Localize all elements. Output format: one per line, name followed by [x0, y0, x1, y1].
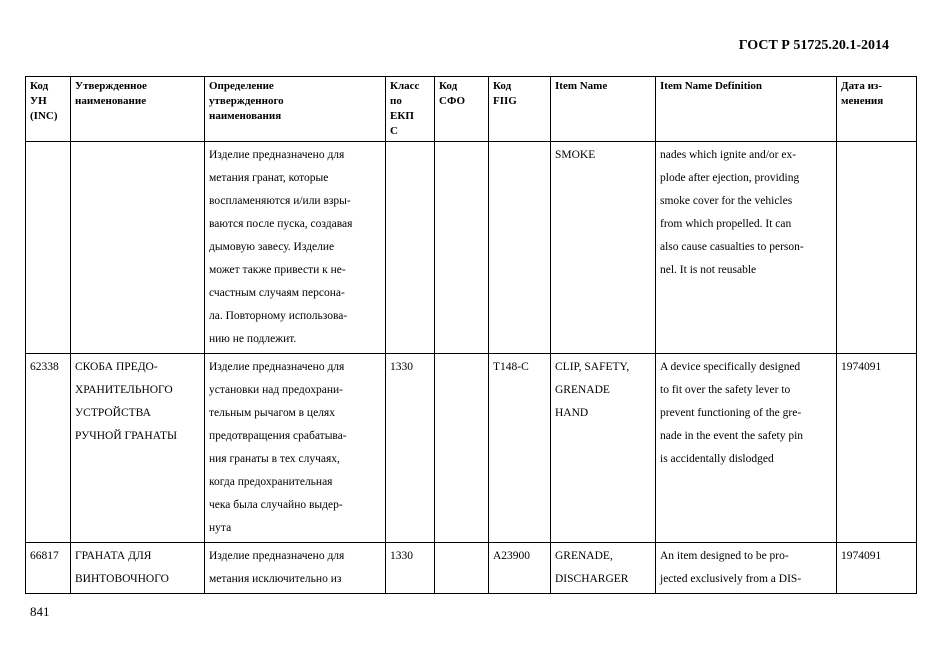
header-line: по	[390, 95, 402, 107]
cell-line: Изделие предназначено для	[209, 550, 345, 562]
cell-line: когда предохранительная	[209, 476, 333, 488]
cell-line: предотвращения срабатыва-	[209, 430, 347, 442]
item-name-definition-cell	[656, 543, 837, 594]
cell-line: A device specifically designed	[660, 361, 801, 373]
header-line: Код	[30, 80, 49, 92]
cell-line: нию не подлежит.	[209, 333, 297, 345]
cell-line: nades which ignite and/or ex-	[660, 149, 797, 161]
item-name-cell	[551, 543, 656, 594]
header-line: наименования	[209, 110, 282, 122]
column-header-class	[386, 77, 435, 142]
cell-line: Изделие предназначено для	[209, 361, 345, 373]
item-name-cell	[551, 142, 656, 354]
header-line: Item Name	[555, 80, 608, 92]
header-line: FIIG	[493, 95, 517, 107]
header-line: Дата из-	[841, 80, 882, 92]
column-header-inc	[26, 77, 71, 142]
cell-line: дымовую завесу. Изделие	[209, 241, 335, 253]
cell-line: нута	[209, 522, 232, 534]
header-line: Код	[439, 80, 458, 92]
cell-line: ваются после пуска, создавая	[209, 218, 353, 230]
header-line: (INC)	[30, 110, 58, 122]
change-date-cell: 1974091	[837, 543, 917, 594]
change-date-cell: 1974091	[837, 354, 917, 543]
header-line: Класс	[390, 80, 420, 92]
cell-line: nade in the event the safety pin	[660, 430, 804, 442]
approved-name-cell	[71, 142, 205, 354]
cell-line: может также привести к не-	[209, 264, 346, 276]
class-cell: 1330	[386, 543, 435, 594]
cell-line: plode after ejection, providing	[660, 172, 800, 184]
cell-line: ния гранаты в тех случаях,	[209, 453, 340, 465]
column-header-fiig	[489, 77, 551, 142]
cell-line: GRENADE	[555, 384, 610, 396]
fiig-cell: A23900	[489, 543, 551, 594]
fiig-cell	[489, 142, 551, 354]
nomenclature-table	[25, 76, 917, 594]
table-body	[26, 142, 917, 594]
column-header-item-name	[551, 77, 656, 142]
inc-cell	[26, 142, 71, 354]
cell-line: also cause casualties to person-	[660, 241, 804, 253]
cell-line: метания исключительно из	[209, 573, 342, 585]
cell-line: HAND	[555, 407, 589, 419]
change-date-cell	[837, 142, 917, 354]
page-number: 841	[30, 604, 50, 619]
item-name-definition-cell	[656, 354, 837, 543]
sfo-cell	[435, 354, 489, 543]
cell-line: GRENADE,	[555, 550, 613, 562]
cell-line: метания гранат, которые	[209, 172, 329, 184]
table-row	[26, 354, 917, 543]
cell-line: prevent functioning of the gre-	[660, 407, 802, 419]
header-row	[26, 77, 917, 142]
cell-line: ХРАНИТЕЛЬНОГО	[75, 384, 173, 396]
approved-name-cell	[71, 543, 205, 594]
cell-line: ла. Повторному использова-	[209, 310, 348, 322]
cell-line: воспламеняются и/или взры-	[209, 195, 351, 207]
cell-line: ВИНТОВОЧНОГО	[75, 573, 169, 585]
table-row	[26, 142, 917, 354]
cell-line: Изделие предназначено для	[209, 149, 345, 161]
cell-line: to fit over the safety lever to	[660, 384, 791, 396]
table-row	[26, 543, 917, 594]
document-id: ГОСТ Р 51725.20.1-2014	[738, 38, 889, 53]
cell-line: smoke cover for the vehicles	[660, 195, 793, 207]
cell-line: УСТРОЙСТВА	[75, 407, 151, 419]
header-line: ЕКП	[390, 110, 414, 122]
definition-cell	[205, 354, 386, 543]
cell-line: РУЧНОЙ ГРАНАТЫ	[75, 430, 178, 442]
inc-cell: 62338	[26, 354, 71, 543]
approved-name-cell	[71, 354, 205, 543]
inc-cell: 66817	[26, 543, 71, 594]
header-line: Код	[493, 80, 512, 92]
cell-line: счастным случаям персона-	[209, 287, 345, 299]
header-line: С	[390, 125, 398, 137]
column-header-change-date	[837, 77, 917, 142]
cell-line: установки над предохрани-	[209, 384, 343, 396]
cell-line: jected exclusively from a DIS-	[660, 573, 802, 585]
cell-line: DISCHARGER	[555, 573, 629, 585]
cell-line: ГРАНАТА ДЛЯ	[75, 550, 152, 562]
fiig-cell: T148-C	[489, 354, 551, 543]
cell-line: nel. It is not reusable	[660, 264, 757, 276]
header-line: Определение	[209, 80, 274, 92]
definition-cell	[205, 142, 386, 354]
item-name-cell	[551, 354, 656, 543]
header-line: утвержденного	[209, 95, 284, 107]
header-line: Утвержденное	[75, 80, 147, 92]
header-line: УН	[30, 95, 47, 107]
cell-line: is accidentally dislodged	[660, 453, 774, 465]
cell-line: СКОБА ПРЕДО-	[75, 361, 158, 373]
header-line: наименование	[75, 95, 147, 107]
column-header-approved-name	[71, 77, 205, 142]
definition-cell	[205, 543, 386, 594]
cell-line: An item designed to be pro-	[660, 550, 789, 562]
header-line: менения	[841, 95, 884, 107]
column-header-sfo	[435, 77, 489, 142]
cell-line: тельным рычагом в целях	[209, 407, 335, 419]
class-cell	[386, 142, 435, 354]
cell-line: чека была случайно выдер-	[209, 499, 343, 511]
table-header	[26, 77, 917, 142]
cell-line: CLIP, SAFETY,	[555, 361, 630, 373]
column-header-item-name-definition	[656, 77, 837, 142]
cell-line: SMOKE	[555, 149, 596, 161]
cell-line: from which propelled. It can	[660, 218, 792, 230]
header-line: Item Name Definition	[660, 80, 763, 92]
sfo-cell	[435, 142, 489, 354]
class-cell: 1330	[386, 354, 435, 543]
header-line: СФО	[439, 95, 466, 107]
item-name-definition-cell	[656, 142, 837, 354]
column-header-definition	[205, 77, 386, 142]
sfo-cell	[435, 543, 489, 594]
